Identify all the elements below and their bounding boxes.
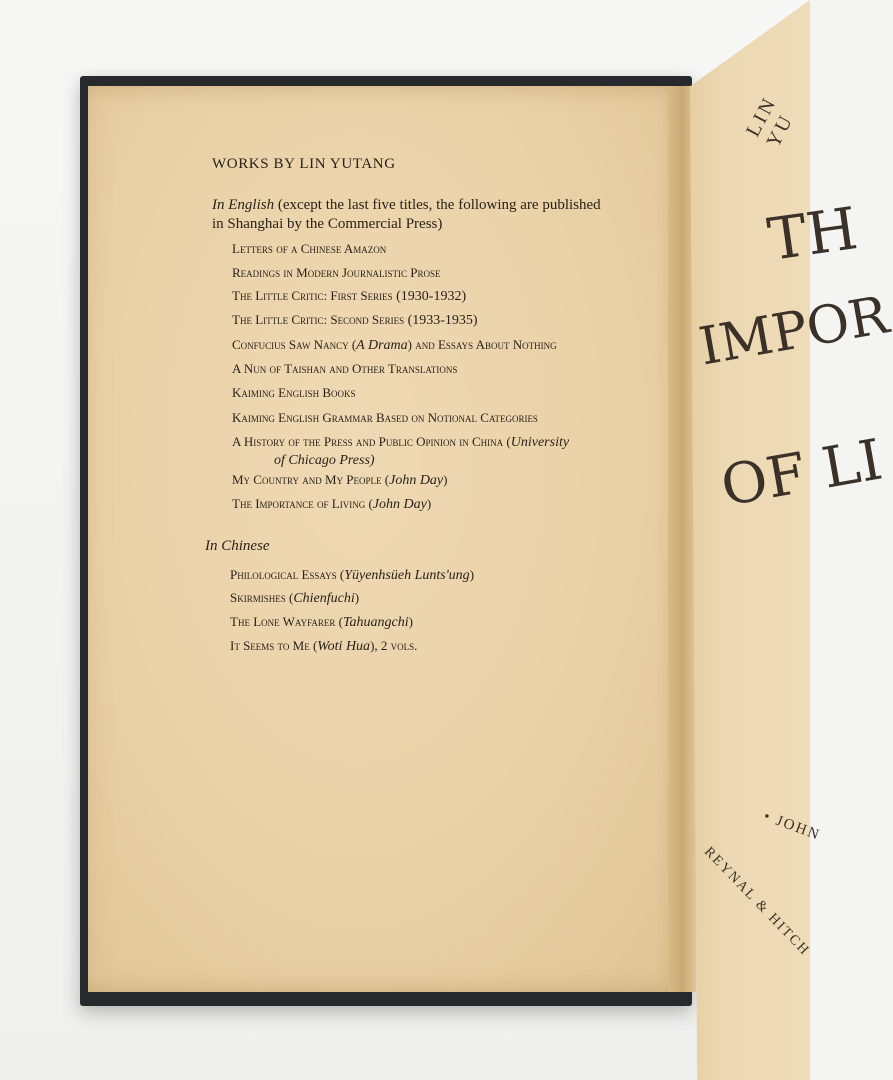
- english-note-line2: in Shanghai by the Commercial Press): [212, 216, 443, 232]
- title-fragment-line3: OF LI: [716, 427, 888, 520]
- work-entry: The Little Critic: Second Series (1933-1935): [232, 312, 478, 328]
- work-entry: The Little Critic: First Series (1930-1932): [232, 288, 467, 304]
- work-entry: Philological Essays (Yüyenhsüeh Lunts'ung): [230, 567, 475, 583]
- english-section-intro: [212, 196, 652, 234]
- title-fragment-line1: TH: [763, 194, 862, 274]
- author-fragment: LIN YU: [742, 92, 799, 152]
- work-entry: The Lone Wayfarer (Tahuangchi): [230, 614, 413, 630]
- work-entry: Kaiming English Grammar Based on Notional Categories: [232, 410, 538, 425]
- publisher-fragment-line1: • JOHN: [761, 808, 823, 844]
- title-fragment-line2: IMPOR: [694, 285, 893, 378]
- work-entry: A History of the Press and Public Opinion in China (University of Chicago Press): [232, 434, 570, 468]
- work-entry: Readings in Modern Journalistic Prose: [232, 265, 441, 280]
- publisher-fragment-line2: REYNAL & HITCH: [700, 844, 813, 960]
- work-entry: It Seems to Me (Woti Hua), 2 vols.: [230, 638, 418, 654]
- english-note-line1: (except the last five titles, the following are published: [274, 197, 601, 213]
- works-heading: WORKS BY LIN YUTANG: [212, 156, 396, 172]
- work-entry: A Nun of Taishan and Other Translations: [232, 361, 458, 376]
- work-entry: Confucius Saw Nancy (A Drama) and Essays About Nothing: [232, 337, 557, 353]
- work-entry: Kaiming English Books: [232, 385, 356, 400]
- chinese-section-label: In Chinese: [205, 538, 270, 554]
- work-entry: The Importance of Living (John Day): [232, 496, 432, 512]
- work-entry: Skirmishes (Chienfuchi): [230, 590, 360, 606]
- work-entry: My Country and My People (John Day): [232, 472, 448, 488]
- work-entry: Letters of a Chinese Amazon: [232, 241, 387, 256]
- english-label: In English: [212, 197, 275, 213]
